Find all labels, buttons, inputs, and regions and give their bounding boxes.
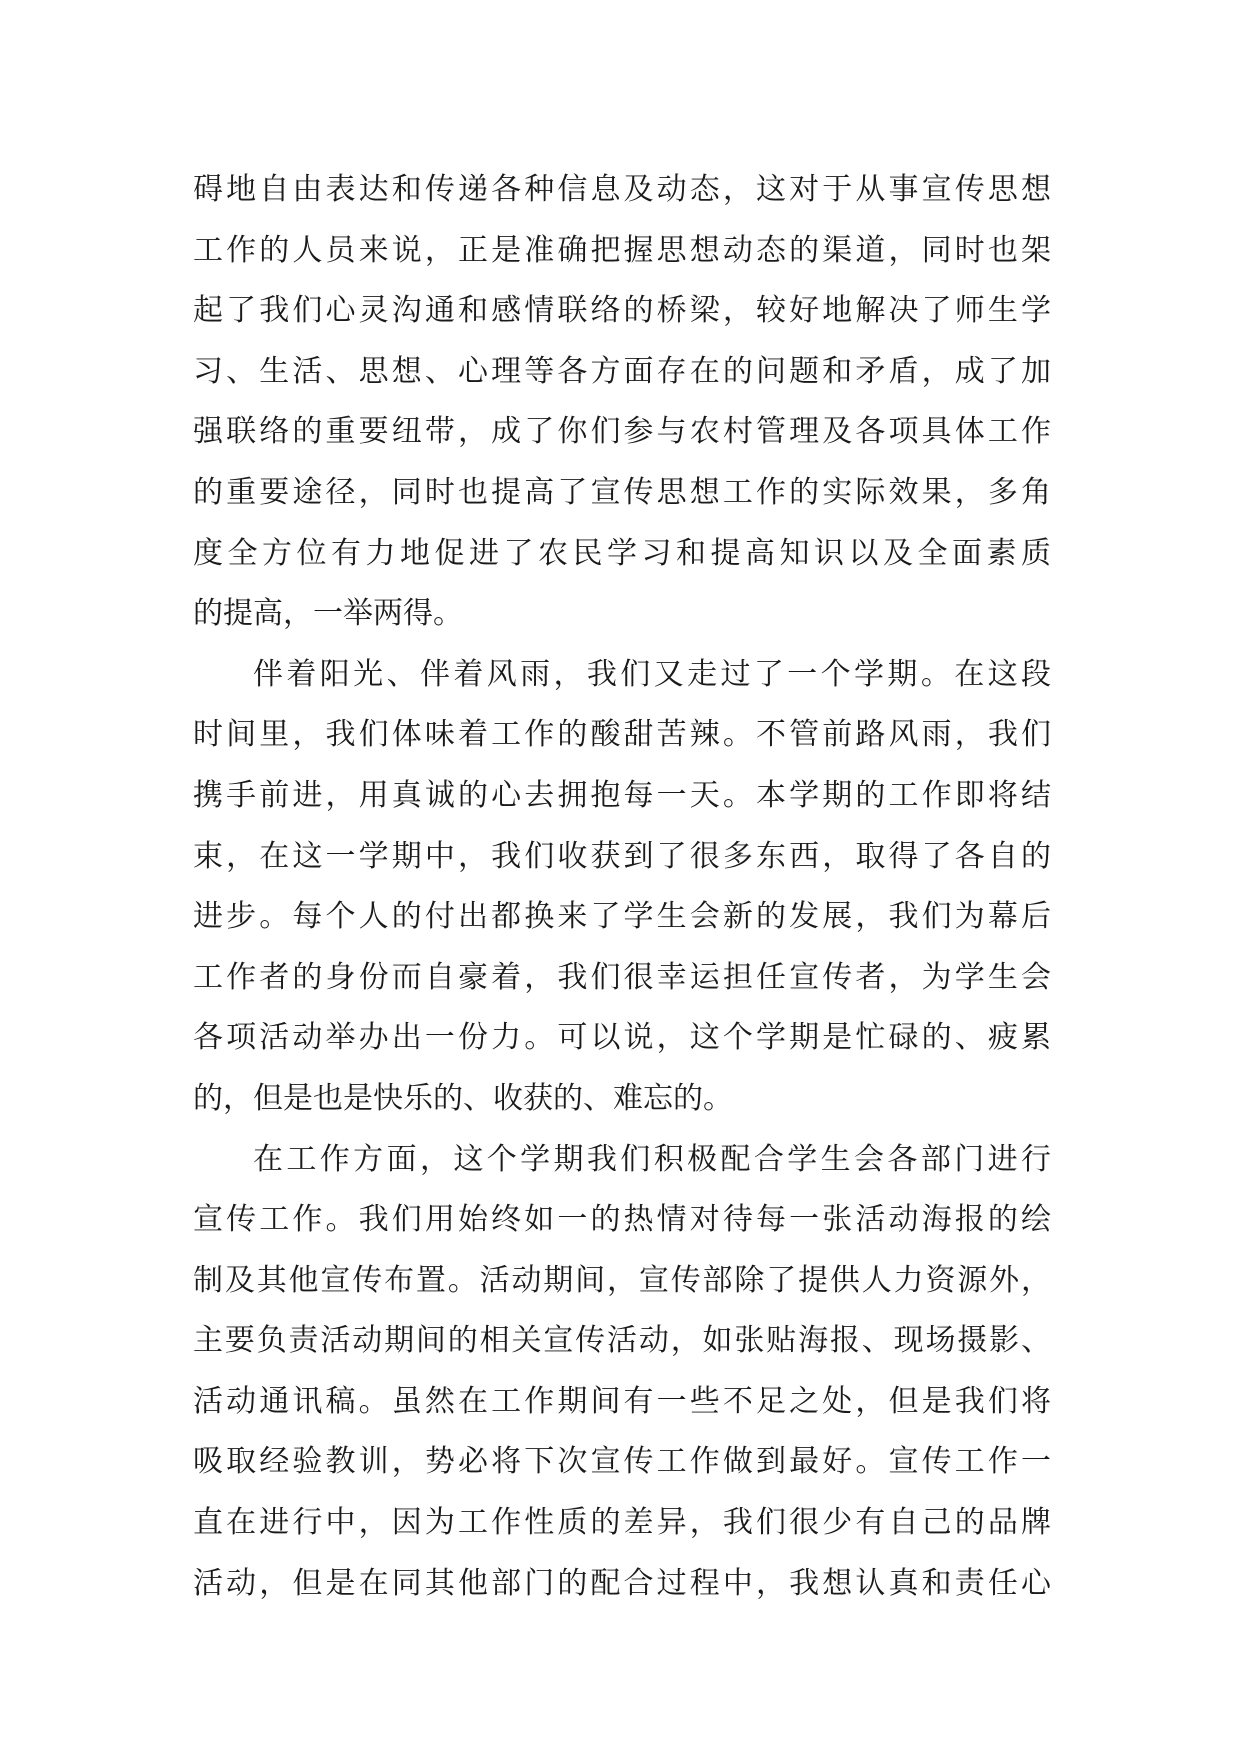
text-line: 习、生活、思想、心理等各方面存在的问题和矛盾，成了加 — [193, 353, 1051, 389]
text-line: 伴着阳光、伴着风雨，我们又走过了一个学期。在这段 — [253, 656, 1051, 692]
text-line: 进步。每个人的付出都换来了学生会新的发展，我们为幕后 — [193, 899, 1051, 935]
body-text — [193, 160, 1051, 1614]
text-line: 工作的人员来说，正是准确把握思想动态的渠道，同时也架 — [193, 232, 1051, 268]
text-line: 各项活动举办出一份力。可以说，这个学期是忙碌的、疲累 — [193, 1020, 1051, 1056]
text-line: 的，但是也是快乐的、收获的、难忘的。 — [193, 1080, 733, 1116]
text-line: 度全方位有力地促进了农民学习和提高知识以及全面素质 — [193, 535, 1051, 571]
text-line: 在工作方面，这个学期我们积极配合学生会各部门进行 — [253, 1141, 1051, 1177]
text-line: 时间里，我们体味着工作的酸甜苦辣。不管前路风雨，我们 — [193, 717, 1051, 753]
text-line: 的重要途径，同时也提高了宣传思想工作的实际效果，多角 — [193, 474, 1051, 510]
text-line: 活动，但是在同其他部门的配合过程中，我想认真和责任心 — [193, 1565, 1051, 1601]
text-line: 束，在这一学期中，我们收获到了很多东西，取得了各自的 — [193, 838, 1051, 874]
text-line: 活动通讯稿。虽然在工作期间有一些不足之处，但是我们将 — [193, 1383, 1051, 1419]
text-line: 直在进行中，因为工作性质的差异，我们很少有自己的品牌 — [193, 1505, 1051, 1541]
text-line: 碍地自由表达和传递各种信息及动态，这对于从事宣传思想 — [193, 172, 1051, 207]
text-line: 宣传工作。我们用始终如一的热情对待每一张活动海报的绘 — [193, 1202, 1051, 1238]
text-line: 主要负责活动期间的相关宣传活动，如张贴海报、现场摄影、 — [193, 1323, 1051, 1359]
text-line: 制及其他宣传布置。活动期间，宣传部除了提供人力资源外， — [193, 1262, 1051, 1298]
text-line: 起了我们心灵沟通和感情联络的桥梁，较好地解决了师生学 — [193, 293, 1051, 329]
text-line: 的提高，一举两得。 — [193, 596, 463, 632]
text-line: 强联络的重要纽带，成了你们参与农村管理及各项具体工作 — [193, 414, 1051, 450]
text-line: 工作者的身份而自豪着，我们很幸运担任宣传者，为学生会 — [193, 959, 1051, 995]
text-line: 吸取经验教训，势必将下次宣传工作做到最好。宣传工作一 — [193, 1444, 1051, 1480]
text-line: 携手前进，用真诚的心去拥抱每一天。本学期的工作即将结 — [193, 777, 1051, 813]
